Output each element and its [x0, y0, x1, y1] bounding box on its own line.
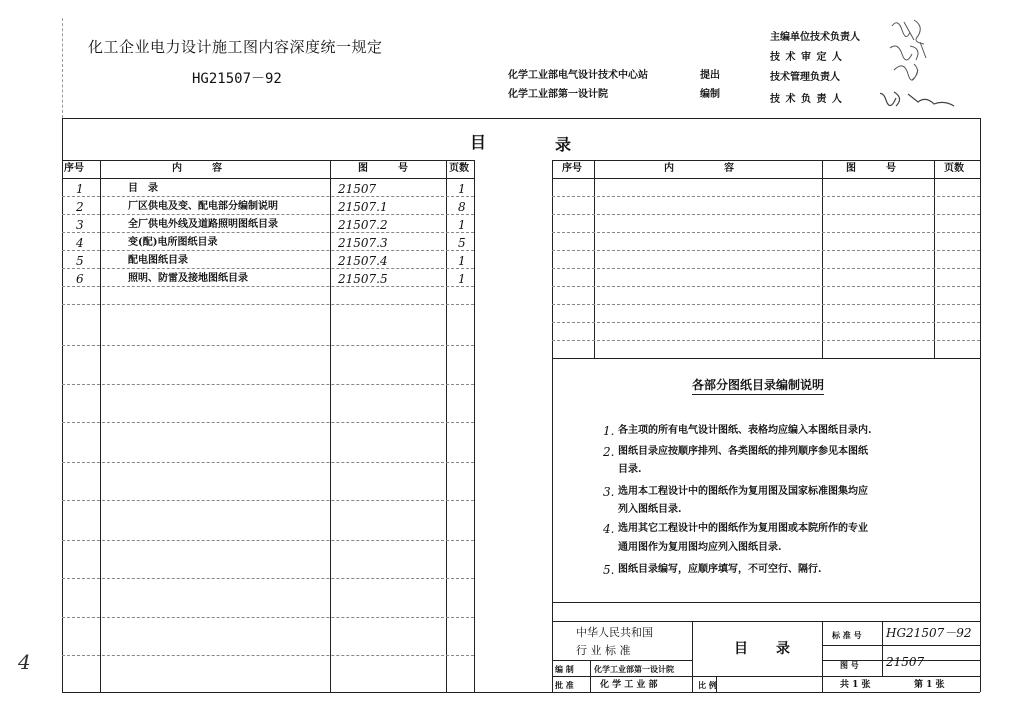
- row-pages: 1: [458, 254, 466, 268]
- row-pages: 5: [458, 236, 466, 250]
- org-1-role: 提出: [700, 70, 720, 81]
- row-drawing: 21507.3: [338, 236, 388, 250]
- row-no: 5: [76, 254, 84, 268]
- row-content: 厂区供电及变、配电部分编制说明: [128, 201, 278, 212]
- title-block-country: 中华人民共和国: [576, 626, 653, 639]
- frame-left-line: [62, 118, 63, 692]
- note-line: 列入图纸目录.: [618, 504, 682, 515]
- drawing-no-value: 21507: [886, 655, 925, 669]
- note-line: 图纸目录编写，应顺序填写，不可空行、隔行.: [618, 564, 822, 575]
- sheet-number: 第 1 张: [914, 680, 945, 690]
- frame-right-line: [980, 118, 981, 692]
- org-1-name: 化学工业部电气设计技术中心站: [508, 70, 648, 81]
- scale-label: 比 例: [698, 680, 717, 690]
- approver-value: 化 学 工 业 部: [600, 680, 658, 690]
- binding-margin-line: [62, 18, 63, 118]
- note-line: 目录.: [618, 464, 642, 475]
- row-no: 1: [76, 182, 84, 196]
- left-header-drawing: 图 号: [358, 163, 408, 174]
- note-line: 通用图作为复用图均应列入图纸目录.: [618, 542, 782, 553]
- row-pages: 1: [458, 218, 466, 232]
- row-no: 3: [76, 218, 84, 232]
- row-content: 配电图纸目录: [128, 255, 188, 266]
- note-line: 选用其它工程设计中的图纸作为复用图或本院所作的专业: [618, 523, 868, 534]
- row-drawing: 21507.1: [338, 200, 388, 214]
- std-no-label: 标 准 号: [832, 630, 862, 640]
- series-title: 化工企业电力设计施工图内容深度统一规定: [88, 38, 383, 56]
- approver-label: 批 准: [555, 680, 574, 690]
- editor-label: 编 制: [555, 664, 574, 674]
- approval-tech-label: 技 术 负 责 人: [770, 94, 843, 105]
- total-pages: 共 1 张: [840, 680, 871, 690]
- approval-manage-label: 技术管理负责人: [770, 72, 840, 83]
- margin-mark: 4: [18, 650, 31, 674]
- note-number: 2.: [603, 445, 615, 459]
- row-pages: 1: [458, 182, 466, 196]
- left-header-no: 序号: [64, 163, 84, 174]
- frame-bottom-line: [62, 692, 980, 693]
- note-line: 各主项的所有电气设计图纸、表格均应编入本图纸目录内.: [618, 425, 872, 436]
- row-drawing: 21507: [338, 182, 377, 196]
- note-line: 图纸目录应按顺序排列、各类图纸的排列顺序参见本图纸: [618, 446, 868, 457]
- note-number: 4.: [603, 522, 615, 536]
- editor-value: 化学工业部第一设计院: [594, 664, 674, 674]
- approval-chief-label: 主编单位技术负责人: [770, 32, 860, 43]
- row-no: 2: [76, 200, 84, 214]
- row-pages: 1: [458, 272, 466, 286]
- row-drawing: 21507.4: [338, 254, 388, 268]
- right-header-pages: 页数: [944, 163, 964, 174]
- row-content: 目 录: [128, 183, 158, 194]
- row-content: 变(配)电所图纸目录: [128, 237, 218, 248]
- right-header-no: 序号: [562, 163, 582, 174]
- title-block-doc-title: 目 录: [734, 641, 790, 657]
- std-no-value: HG21507－92: [886, 626, 972, 640]
- left-header-content: 内 容: [172, 163, 222, 174]
- row-drawing: 21507.2: [338, 218, 388, 232]
- org-2-role: 编制: [700, 89, 720, 100]
- row-content: 照明、防雷及接地图纸目录: [128, 273, 248, 284]
- note-number: 3.: [603, 485, 615, 499]
- right-header-drawing: 图 号: [846, 163, 896, 174]
- signatures-image: [880, 12, 980, 112]
- left-header-pages: 页数: [449, 163, 469, 174]
- row-content: 全厂供电外线及道路照明图纸目录: [128, 219, 278, 230]
- row-no: 6: [76, 272, 84, 286]
- note-number: 1.: [603, 424, 615, 438]
- row-no: 4: [76, 236, 84, 250]
- note-line: 选用本工程设计中的图纸作为复用图及国家标准图集均应: [618, 486, 868, 497]
- approval-review-label: 技 术 审 定 人: [770, 52, 843, 63]
- org-2-name: 化学工业部第一设计院: [508, 89, 608, 100]
- title-block-standard-type: 行 业 标 准: [576, 644, 631, 657]
- series-code: HG21507－92: [192, 71, 282, 87]
- row-pages: 8: [458, 200, 466, 214]
- drawing-no-label: 图 号: [840, 660, 859, 670]
- main-title-char-2: 录: [555, 135, 572, 154]
- frame-top-line: [62, 118, 980, 119]
- notes-title: 各部分图纸目录编制说明: [692, 376, 824, 395]
- row-drawing: 21507.5: [338, 272, 388, 286]
- main-title-char-1: 目: [470, 133, 487, 152]
- note-number: 5.: [603, 563, 615, 577]
- right-header-content: 内 容: [664, 163, 734, 174]
